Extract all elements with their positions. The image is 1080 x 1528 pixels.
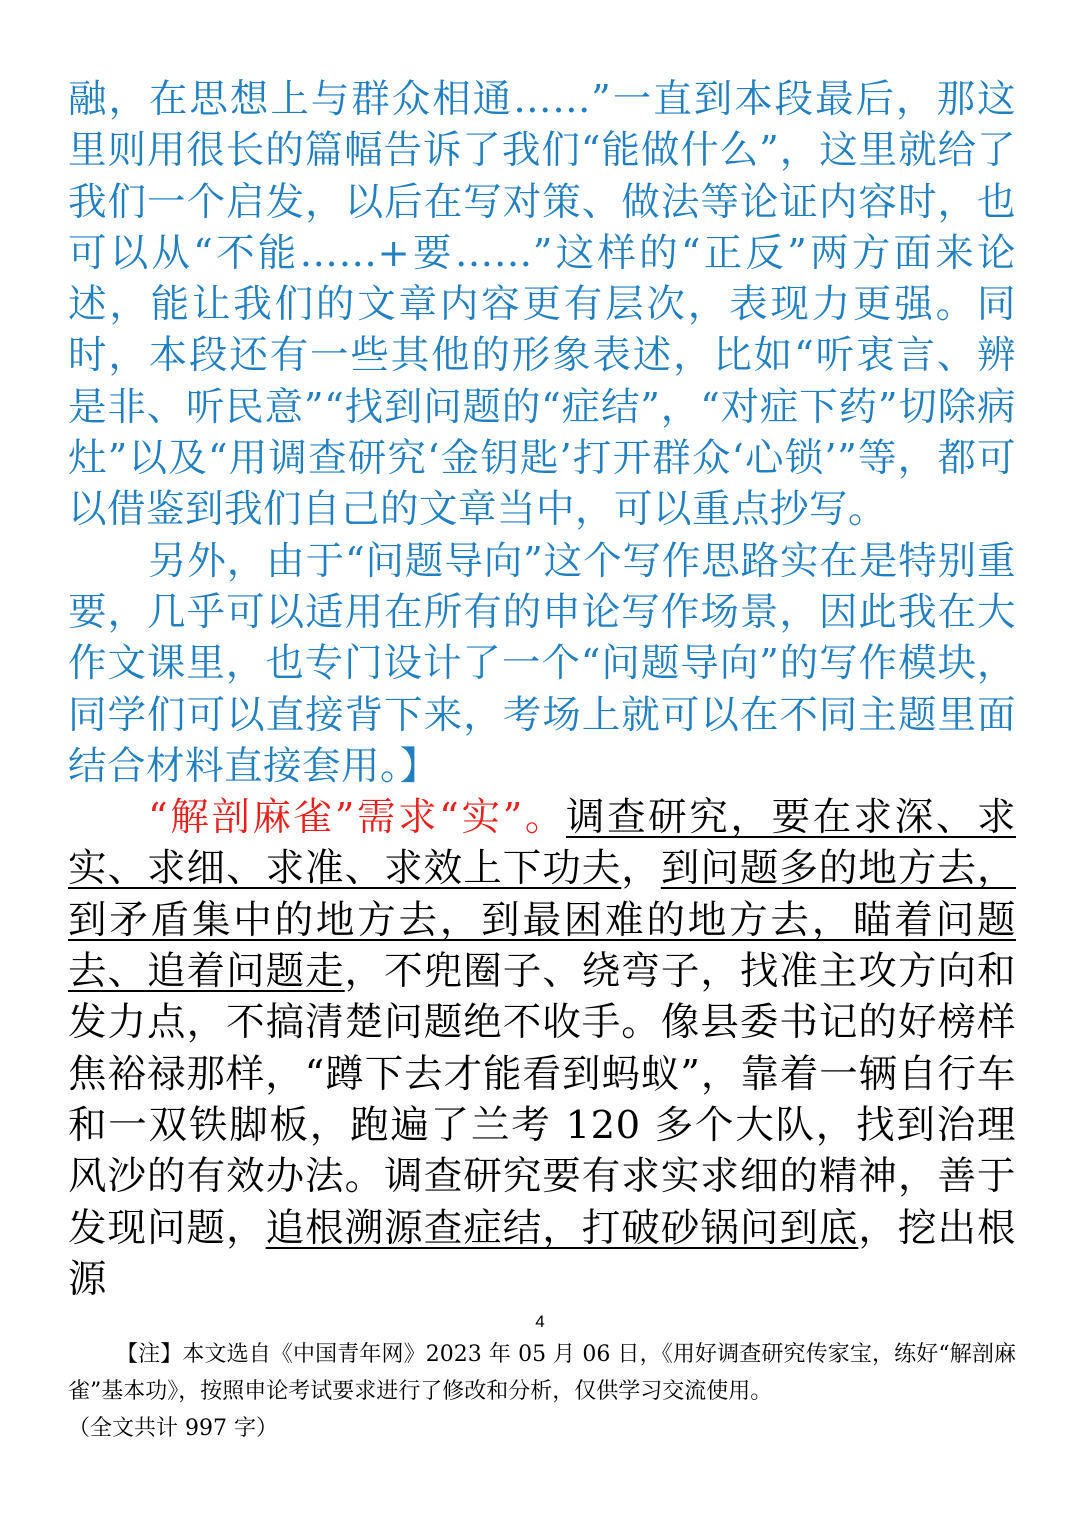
footnote-source: 【注】本文选自《中国青年网》2023 年 05 月 06 日，《用好调查研究传家宝，练好“解剖麻雀”基本功》，按照申论考试要求进行了修改和分析，仅供学习交流使用。 bbox=[68, 1342, 1016, 1404]
body-text-segment-3: ，挖出根源 bbox=[68, 1205, 1016, 1302]
main-text bbox=[68, 74, 1016, 1305]
analysis-paragraph-problem-oriented: 另外，由于“问题导向”这个写作思路实在是特别重要，几乎可以适用在所有的申论写作场景，因此我在大作文课里，也专门设计了一个“问题导向”的写作模块，同学们可以直接背下来，考场上就可以在不同主题里面结合材料直接套用。】 bbox=[68, 538, 1016, 789]
body-text-segment-2: ，不兜圈子、绕弯子，找准主攻方向和发力点，不搞清楚问题绝不收手。像县委书记的好榜样焦裕禄那样，“蹲下去才能看到蚂蚁”，靠着一辆自行车和一双铁脚板，跑遍了兰考 120 多个大队，找到治理风沙的有效办法。调查研究要有求实求细的精神，善于发现问题， bbox=[68, 949, 1016, 1251]
body-paragraph-dissect-sparrow bbox=[68, 792, 1016, 1305]
underlined-phrase-2: 到问题多的地方去，到矛盾集中的地方去，到最困难的地方去，瞄着问题去、追着问题走 bbox=[68, 846, 1016, 995]
footnote bbox=[68, 1336, 1016, 1447]
section-heading-period: 。 bbox=[522, 795, 566, 841]
analysis-paragraph-continued: 融，在思想上与群众相通……”一直到本段最后，那这里则用很长的篇幅告诉了我们“能做什么”，这里就给了我们一个启发，以后在写对策、做法等论证内容时，也可以从“不能……+要……”这样的“正反”两方面来论述，能让我们的文章内容更有层次，表现力更强。同时，本段还有一些其他的形象表述，比如“听衷言、辨是非、听民意”“找到问题的“症结”，“对症下药”切除病灶”以及“用调查研究‘金钥匙’打开群众‘心锁’”等，都可以借鉴到我们自己的文章当中，可以重点抄写。 bbox=[68, 77, 1016, 533]
underlined-phrase-3: 追根溯源查症结，打破砂锅问到底 bbox=[265, 1205, 859, 1251]
underlined-phrase-1: 调查研究，要在求深、求实、求细、求准、求效上下功夫 bbox=[68, 795, 1016, 892]
section-heading: “解剖麻雀”需求“实” bbox=[148, 795, 523, 841]
body-text-segment-1: ， bbox=[621, 846, 661, 892]
page-number: 4 bbox=[535, 1312, 545, 1331]
footnote-word-count: （全文共计 997 字） bbox=[68, 1416, 278, 1441]
